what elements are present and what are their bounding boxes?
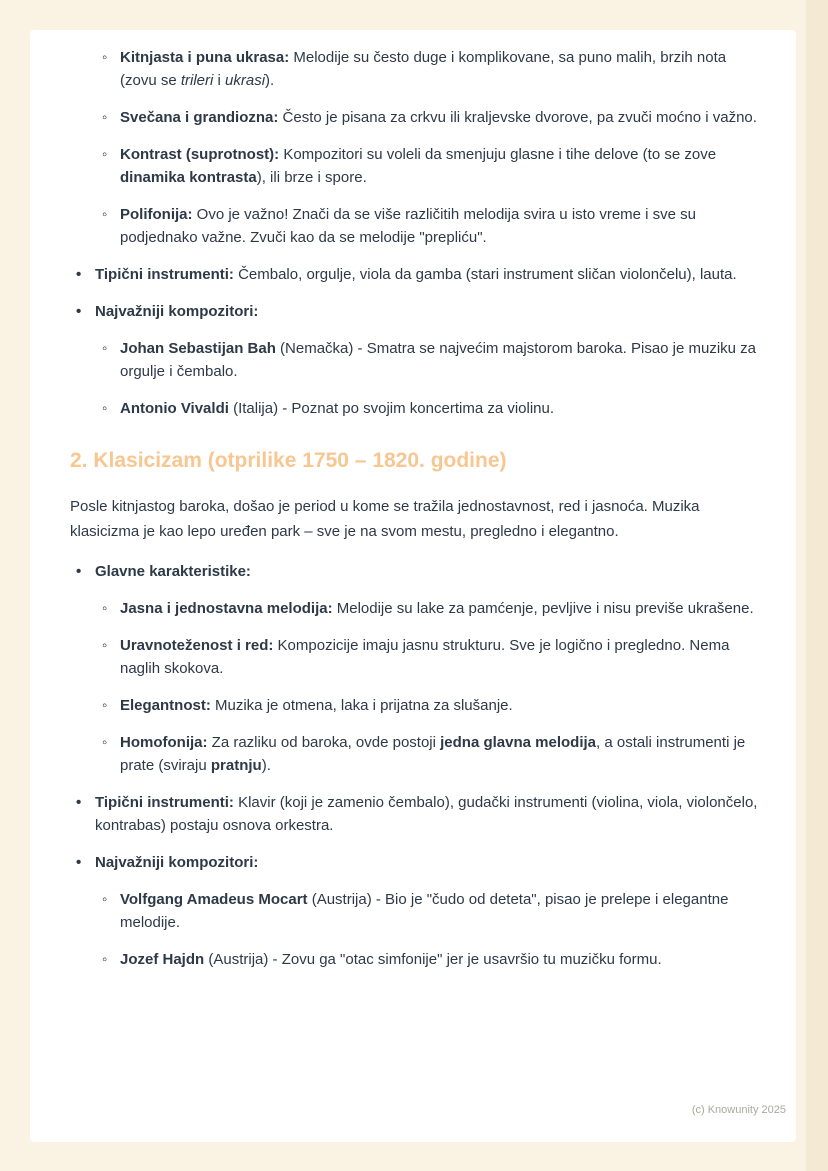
list-item-text [95, 854, 258, 871]
intro-paragraph: Posle kitnjastog baroka, došao je period u kome se tražila jednostavnost, red i jasnoća. Muzika klasicizma je kao lepo uređen park – sve je na svom mestu, pregledno i elegantno. [70, 498, 700, 540]
list-item [70, 560, 760, 583]
list-item-text [120, 206, 696, 246]
text-segment: Najvažniji kompozitori: [95, 303, 259, 320]
text-segment: Jozef Hajdn [120, 951, 205, 968]
text-segment: Jasna i jednostavna melodija: [120, 600, 333, 617]
text-segment: pratnju [210, 757, 262, 774]
circle-bullet-icon: ◦ [102, 109, 108, 126]
list-item [70, 634, 760, 680]
list-item-text [95, 303, 258, 320]
disc-bullet-icon: • [76, 794, 82, 811]
list-item-text [120, 951, 662, 968]
text-segment: , a ostali instrumenti je prate (sviraju [120, 734, 746, 774]
baroque-info-list [70, 263, 760, 323]
text-segment: Homofonija: [120, 734, 208, 751]
text-segment: trileri [180, 72, 214, 89]
list-item [70, 263, 760, 286]
circle-bullet-icon: ◦ [102, 951, 108, 968]
text-segment: dinamika kontrasta [120, 169, 257, 186]
list-item-text [120, 600, 754, 617]
copyright-footer: (c) Knowunity 2025 [691, 1104, 786, 1116]
baroque-composers-list [70, 337, 760, 420]
list-item-text [120, 146, 716, 186]
text-segment: Čembalo, orgulje, viola da gamba (stari instrument sličan violončelu), lauta. [233, 266, 737, 283]
list-item-text [120, 400, 554, 417]
list-item-text [95, 794, 757, 834]
list-item [70, 888, 760, 934]
disc-bullet-icon: • [76, 266, 82, 283]
list-item [70, 597, 760, 620]
text-segment: Melodije su često duge i komplikovane, sa puno malih, brzih nota (zovu se [120, 49, 727, 89]
circle-bullet-icon: ◦ [102, 206, 108, 223]
text-segment: (Austrija) - Zovu ga "otac simfonije" jer je usavršio tu muzičku formu. [204, 951, 662, 968]
circle-bullet-icon: ◦ [102, 697, 108, 714]
text-segment: i [213, 72, 226, 89]
circle-bullet-icon: ◦ [102, 400, 108, 417]
text-segment: Glavne karakteristike: [95, 563, 251, 580]
list-item-text [120, 891, 728, 931]
list-item-text [120, 637, 729, 677]
list-item [70, 300, 760, 323]
list-item [70, 203, 760, 249]
text-segment: Melodije su lake za pamćenje, pevljive i nisu previše ukrašene. [332, 600, 754, 617]
list-item-text [95, 563, 251, 580]
list-item [70, 337, 760, 383]
text-segment: (Italija) - Poznat po svojim koncertima za violinu. [228, 400, 555, 417]
list-item [70, 143, 760, 189]
circle-bullet-icon: ◦ [102, 49, 108, 66]
list-item [70, 948, 760, 971]
list-item [70, 731, 760, 777]
text-segment: ). [261, 757, 271, 774]
list-item-text [120, 734, 745, 774]
text-segment: Kontrast (suprotnost): [120, 146, 280, 163]
text-segment: Ovo je važno! Znači da se više različitih melodija svira u isto vreme i sve su podjednako važne. Zvuči kao da se melodije "prepliću". [120, 206, 697, 246]
text-segment: Johan Sebastijan Bah [120, 340, 276, 357]
list-item-text [120, 697, 513, 714]
disc-bullet-icon: • [76, 563, 82, 580]
text-segment: Kitnjasta i puna ukrasa: [120, 49, 290, 66]
text-segment: Antonio Vivaldi [120, 400, 229, 417]
text-segment: ukrasi [225, 72, 266, 89]
list-item [70, 851, 760, 874]
classicism-composers-list [70, 888, 760, 971]
text-segment: Klavir (koji je zamenio čembalo), gudački instrumenti (violina, viola, violončelo, kontrabas) postaju osnova orkestra. [95, 794, 758, 834]
document-content-card [30, 30, 796, 1142]
classicism-info-list [70, 791, 760, 874]
list-item [70, 46, 760, 92]
circle-bullet-icon: ◦ [102, 146, 108, 163]
disc-bullet-icon: • [76, 303, 82, 320]
text-segment: Često je pisana za crkvu ili kraljevske dvorove, pa zvuči moćno i važno. [278, 109, 757, 126]
classicism-header-list [70, 560, 760, 583]
text-segment: Tipični instrumenti: [95, 266, 234, 283]
text-segment: Polifonija: [120, 206, 193, 223]
text-segment: ), ili brze i spore. [256, 169, 367, 186]
circle-bullet-icon: ◦ [102, 891, 108, 908]
baroque-characteristics-list [70, 46, 760, 249]
list-item-text [120, 49, 726, 89]
list-item [70, 397, 760, 420]
text-segment: Volfgang Amadeus Mocart [120, 891, 308, 908]
disc-bullet-icon: • [76, 854, 82, 871]
list-item-text [95, 266, 737, 283]
section-heading-klasicizam: 2. Klasicizam (otprilike 1750 – 1820. godine) [70, 449, 507, 472]
circle-bullet-icon: ◦ [102, 340, 108, 357]
text-segment: Za razliku od baroka, ovde postoji [207, 734, 441, 751]
circle-bullet-icon: ◦ [102, 637, 108, 654]
text-segment: Svečana i grandiozna: [120, 109, 279, 126]
text-segment: Najvažniji kompozitori: [95, 854, 259, 871]
text-segment: jedna glavna melodija [440, 734, 597, 751]
text-segment: Tipični instrumenti: [95, 794, 234, 811]
list-item-text [120, 340, 756, 380]
text-segment: (Nemačka) - Smatra se najvećim majstorom baroka. Pisao je muziku za orgulje i čembalo. [120, 340, 757, 380]
text-segment: Elegantnost: [120, 697, 211, 714]
text-segment: Muzika je otmena, laka i prijatna za slušanje. [210, 697, 513, 714]
text-segment: Kompozitori su voleli da smenjuju glasne i tihe delove (to se zove [279, 146, 717, 163]
text-segment: Kompozicije imaju jasnu strukturu. Sve je logično i pregledno. Nema naglih skokova. [120, 637, 730, 677]
text-segment: Uravnoteženost i red: [120, 637, 274, 654]
circle-bullet-icon: ◦ [102, 600, 108, 617]
classicism-characteristics-list [70, 597, 760, 777]
list-item [70, 791, 760, 837]
text-segment: (Austrija) - Bio je "čudo od deteta", pisao je prelepe i elegantne melodije. [120, 891, 729, 931]
circle-bullet-icon: ◦ [102, 734, 108, 751]
list-item [70, 694, 760, 717]
list-item-text [120, 109, 757, 126]
text-segment: ). [265, 72, 275, 89]
page-edge-strip [806, 0, 828, 1171]
list-item [70, 106, 760, 129]
